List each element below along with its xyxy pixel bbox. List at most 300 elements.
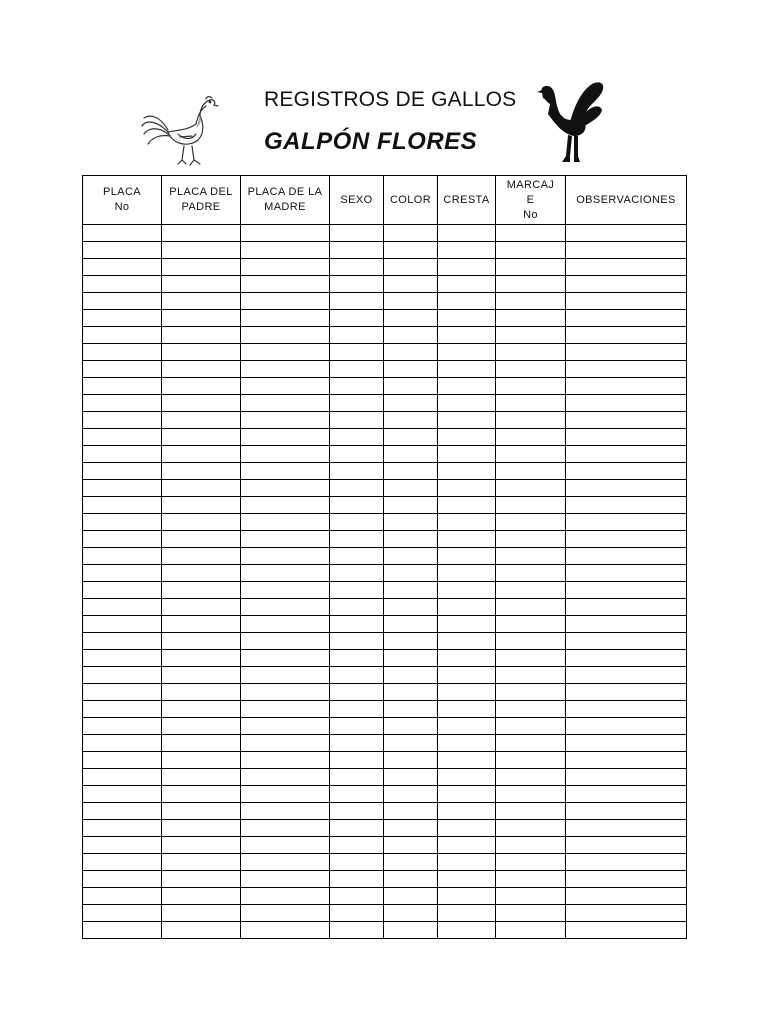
table-row <box>83 582 687 599</box>
table-cell <box>384 701 438 718</box>
table-cell <box>162 854 241 871</box>
table-cell <box>241 905 330 922</box>
table-cell <box>83 548 162 565</box>
table-cell <box>566 854 687 871</box>
table-row <box>83 463 687 480</box>
table-cell <box>162 888 241 905</box>
table-cell <box>438 565 496 582</box>
table-cell <box>83 259 162 276</box>
table-cell <box>162 633 241 650</box>
table-cell <box>496 480 566 497</box>
column-header-marcaje: MARCAJ E No <box>496 176 566 225</box>
table-cell <box>496 616 566 633</box>
table-cell <box>330 259 384 276</box>
table-cell <box>438 871 496 888</box>
table-cell <box>566 582 687 599</box>
table-cell <box>566 361 687 378</box>
table-cell <box>83 225 162 242</box>
table-cell <box>330 582 384 599</box>
table-cell <box>496 888 566 905</box>
table-cell <box>384 242 438 259</box>
table-cell <box>83 395 162 412</box>
table-cell <box>496 225 566 242</box>
table-cell <box>496 718 566 735</box>
table-cell <box>83 650 162 667</box>
table-cell <box>438 922 496 939</box>
table-cell <box>384 259 438 276</box>
table-cell <box>83 684 162 701</box>
table-cell <box>438 327 496 344</box>
table-cell <box>496 837 566 854</box>
table-cell <box>162 480 241 497</box>
table-cell <box>384 395 438 412</box>
table-cell <box>384 531 438 548</box>
column-header-color: COLOR <box>384 176 438 225</box>
table-cell <box>384 803 438 820</box>
table-cell <box>438 820 496 837</box>
table-cell <box>496 803 566 820</box>
table-cell <box>496 871 566 888</box>
table-row <box>83 837 687 854</box>
table-cell <box>330 395 384 412</box>
column-header-placa-padre: PLACA DEL PADRE <box>162 176 241 225</box>
table-cell <box>83 667 162 684</box>
table-cell <box>83 497 162 514</box>
table-cell <box>438 293 496 310</box>
table-cell <box>330 820 384 837</box>
table-cell <box>496 531 566 548</box>
table-cell <box>241 480 330 497</box>
table-cell <box>496 582 566 599</box>
table-cell <box>566 429 687 446</box>
table-cell <box>330 293 384 310</box>
table-cell <box>330 327 384 344</box>
table-cell <box>330 667 384 684</box>
table-cell <box>241 599 330 616</box>
table-cell <box>83 344 162 361</box>
table-cell <box>241 378 330 395</box>
table-cell <box>241 786 330 803</box>
table-cell <box>566 718 687 735</box>
table-cell <box>330 854 384 871</box>
table-cell <box>384 497 438 514</box>
table-cell <box>496 514 566 531</box>
table-cell <box>330 412 384 429</box>
table-cell <box>330 735 384 752</box>
table-cell <box>162 242 241 259</box>
table-cell <box>496 565 566 582</box>
table-cell <box>496 786 566 803</box>
table-cell <box>83 616 162 633</box>
table-cell <box>566 242 687 259</box>
table-cell <box>384 735 438 752</box>
table-cell <box>384 582 438 599</box>
table-cell <box>496 378 566 395</box>
table-cell <box>566 565 687 582</box>
table-cell <box>241 259 330 276</box>
table-cell <box>162 344 241 361</box>
table-row <box>83 854 687 871</box>
table-cell <box>496 497 566 514</box>
table-cell <box>241 225 330 242</box>
table-cell <box>330 361 384 378</box>
table-cell <box>162 531 241 548</box>
table-cell <box>241 871 330 888</box>
table-cell <box>241 276 330 293</box>
table-cell <box>496 701 566 718</box>
table-cell <box>496 667 566 684</box>
table-cell <box>241 446 330 463</box>
table-cell <box>384 616 438 633</box>
table-cell <box>241 395 330 412</box>
table-cell <box>83 293 162 310</box>
table-cell <box>330 650 384 667</box>
table-cell <box>438 446 496 463</box>
table-row <box>83 803 687 820</box>
table-cell <box>566 259 687 276</box>
table-cell <box>162 276 241 293</box>
table-cell <box>241 735 330 752</box>
table-cell <box>438 803 496 820</box>
table-row <box>83 514 687 531</box>
table-cell <box>83 803 162 820</box>
table-cell <box>330 599 384 616</box>
table-cell <box>438 769 496 786</box>
table-cell <box>566 837 687 854</box>
table-header-row <box>83 176 687 225</box>
table-row <box>83 616 687 633</box>
table-cell <box>330 752 384 769</box>
table-cell <box>330 480 384 497</box>
table-row <box>83 888 687 905</box>
table-cell <box>566 531 687 548</box>
table-row <box>83 718 687 735</box>
table-cell <box>162 582 241 599</box>
table-cell <box>83 514 162 531</box>
table-cell <box>496 344 566 361</box>
table-cell <box>496 463 566 480</box>
table-cell <box>438 412 496 429</box>
table-cell <box>438 786 496 803</box>
table-cell <box>330 548 384 565</box>
table-cell <box>566 888 687 905</box>
table-cell <box>330 429 384 446</box>
table-cell <box>438 548 496 565</box>
table-cell <box>438 344 496 361</box>
table-cell <box>566 922 687 939</box>
table-row <box>83 701 687 718</box>
table-cell <box>330 276 384 293</box>
table-cell <box>384 429 438 446</box>
table-row <box>83 276 687 293</box>
table-row <box>83 310 687 327</box>
table-cell <box>384 837 438 854</box>
column-header-placa-madre: PLACA DE LA MADRE <box>241 176 330 225</box>
table-cell <box>566 752 687 769</box>
table-cell <box>83 786 162 803</box>
table-row <box>83 225 687 242</box>
table-cell <box>566 820 687 837</box>
table-cell <box>241 514 330 531</box>
table-cell <box>566 548 687 565</box>
table-cell <box>83 922 162 939</box>
table-cell <box>330 803 384 820</box>
table-cell <box>241 582 330 599</box>
table-cell <box>330 531 384 548</box>
column-header-cresta: CRESTA <box>438 176 496 225</box>
table-cell <box>496 361 566 378</box>
table-cell <box>496 922 566 939</box>
table-cell <box>566 480 687 497</box>
document-title: REGISTROS DE GALLOS <box>264 88 517 111</box>
table-cell <box>438 854 496 871</box>
table-cell <box>241 548 330 565</box>
table-cell <box>496 599 566 616</box>
table-cell <box>241 327 330 344</box>
table-cell <box>496 684 566 701</box>
table-cell <box>83 871 162 888</box>
table-cell <box>384 548 438 565</box>
table-cell <box>330 769 384 786</box>
table-cell <box>83 446 162 463</box>
table-cell <box>330 514 384 531</box>
table-cell <box>496 905 566 922</box>
table-cell <box>162 769 241 786</box>
table-cell <box>496 395 566 412</box>
table-cell <box>438 276 496 293</box>
table-row <box>83 480 687 497</box>
table-cell <box>496 259 566 276</box>
table-cell <box>330 905 384 922</box>
table-cell <box>241 803 330 820</box>
table-cell <box>330 718 384 735</box>
table-cell <box>330 565 384 582</box>
table-row <box>83 905 687 922</box>
table-cell <box>384 293 438 310</box>
table-cell <box>438 650 496 667</box>
table-cell <box>162 718 241 735</box>
table-cell <box>438 310 496 327</box>
table-cell <box>566 225 687 242</box>
table-cell <box>496 854 566 871</box>
table-cell <box>438 752 496 769</box>
table-cell <box>162 786 241 803</box>
table-row <box>83 378 687 395</box>
table-cell <box>566 735 687 752</box>
table-cell <box>566 905 687 922</box>
table-cell <box>162 905 241 922</box>
table-cell <box>162 701 241 718</box>
column-header-placa: PLACA No <box>83 176 162 225</box>
table-cell <box>83 633 162 650</box>
table-cell <box>438 633 496 650</box>
table-cell <box>162 820 241 837</box>
table-row <box>83 599 687 616</box>
table-row <box>83 922 687 939</box>
table-cell <box>566 650 687 667</box>
table-cell <box>83 480 162 497</box>
table-cell <box>438 599 496 616</box>
table-cell <box>330 446 384 463</box>
table-cell <box>162 752 241 769</box>
table-cell <box>241 667 330 684</box>
table-cell <box>241 769 330 786</box>
table-cell <box>384 599 438 616</box>
table-cell <box>566 633 687 650</box>
document-subtitle: GALPÓN FLORES <box>264 128 478 155</box>
table-cell <box>162 616 241 633</box>
table-cell <box>566 684 687 701</box>
table-cell <box>566 293 687 310</box>
table-row <box>83 565 687 582</box>
table-cell <box>241 684 330 701</box>
table-cell <box>384 446 438 463</box>
table-cell <box>162 463 241 480</box>
table-row <box>83 429 687 446</box>
table-cell <box>496 769 566 786</box>
table-cell <box>241 820 330 837</box>
table-cell <box>330 378 384 395</box>
table-cell <box>566 497 687 514</box>
table-row <box>83 820 687 837</box>
table-cell <box>566 514 687 531</box>
table-cell <box>384 276 438 293</box>
table-row <box>83 769 687 786</box>
table-cell <box>330 310 384 327</box>
table-cell <box>241 650 330 667</box>
table-cell <box>83 242 162 259</box>
table-row <box>83 633 687 650</box>
table-cell <box>496 327 566 344</box>
table-cell <box>330 616 384 633</box>
table-cell <box>83 905 162 922</box>
table-row <box>83 786 687 803</box>
table-row <box>83 650 687 667</box>
table-row <box>83 684 687 701</box>
table-cell <box>162 667 241 684</box>
table-cell <box>384 327 438 344</box>
table-cell <box>384 718 438 735</box>
table-cell <box>496 633 566 650</box>
table-cell <box>83 735 162 752</box>
table-cell <box>384 786 438 803</box>
table-cell <box>384 854 438 871</box>
table-cell <box>384 378 438 395</box>
table-cell <box>438 905 496 922</box>
rooster-sketch-icon <box>138 90 222 170</box>
table-cell <box>241 429 330 446</box>
table-cell <box>241 888 330 905</box>
table-cell <box>566 803 687 820</box>
table-cell <box>162 259 241 276</box>
table-cell <box>496 276 566 293</box>
table-cell <box>384 820 438 837</box>
table-cell <box>330 684 384 701</box>
table-cell <box>330 786 384 803</box>
table-cell <box>384 667 438 684</box>
table-row <box>83 327 687 344</box>
table-cell <box>162 327 241 344</box>
table-cell <box>241 531 330 548</box>
table-row <box>83 871 687 888</box>
table-cell <box>438 718 496 735</box>
table-cell <box>438 888 496 905</box>
table-cell <box>438 837 496 854</box>
table-cell <box>241 293 330 310</box>
table-cell <box>241 412 330 429</box>
table-cell <box>330 871 384 888</box>
table-cell <box>566 344 687 361</box>
table-cell <box>330 225 384 242</box>
table-row <box>83 446 687 463</box>
table-cell <box>241 922 330 939</box>
table-cell <box>566 786 687 803</box>
table-cell <box>241 837 330 854</box>
table-cell <box>384 922 438 939</box>
table-cell <box>384 871 438 888</box>
table-cell <box>330 497 384 514</box>
table-cell <box>241 633 330 650</box>
table-cell <box>83 361 162 378</box>
table-cell <box>83 752 162 769</box>
table-cell <box>566 616 687 633</box>
table-cell <box>496 242 566 259</box>
table-row <box>83 395 687 412</box>
table-cell <box>241 718 330 735</box>
table-cell <box>241 310 330 327</box>
table-cell <box>83 378 162 395</box>
table-cell <box>438 463 496 480</box>
table-cell <box>384 514 438 531</box>
table-cell <box>384 344 438 361</box>
table-cell <box>496 735 566 752</box>
table-cell <box>384 888 438 905</box>
table-cell <box>83 718 162 735</box>
table-cell <box>330 888 384 905</box>
table-cell <box>438 616 496 633</box>
table-cell <box>83 276 162 293</box>
table-cell <box>241 701 330 718</box>
table-cell <box>438 361 496 378</box>
rooster-silhouette-icon <box>530 78 610 170</box>
table-cell <box>438 684 496 701</box>
table-cell <box>162 735 241 752</box>
table-cell <box>438 259 496 276</box>
table-cell <box>162 548 241 565</box>
table-cell <box>162 378 241 395</box>
table-cell <box>566 276 687 293</box>
table-cell <box>438 429 496 446</box>
table-cell <box>496 412 566 429</box>
table-cell <box>566 310 687 327</box>
table-cell <box>438 497 496 514</box>
table-cell <box>83 463 162 480</box>
table-cell <box>384 310 438 327</box>
table-cell <box>384 480 438 497</box>
table-cell <box>83 565 162 582</box>
table-cell <box>241 361 330 378</box>
table-cell <box>438 395 496 412</box>
table-cell <box>438 378 496 395</box>
table-cell <box>162 599 241 616</box>
table-cell <box>438 667 496 684</box>
table-cell <box>162 310 241 327</box>
table-cell <box>438 514 496 531</box>
table-cell <box>384 361 438 378</box>
table-cell <box>83 854 162 871</box>
table-cell <box>496 310 566 327</box>
table-cell <box>496 429 566 446</box>
